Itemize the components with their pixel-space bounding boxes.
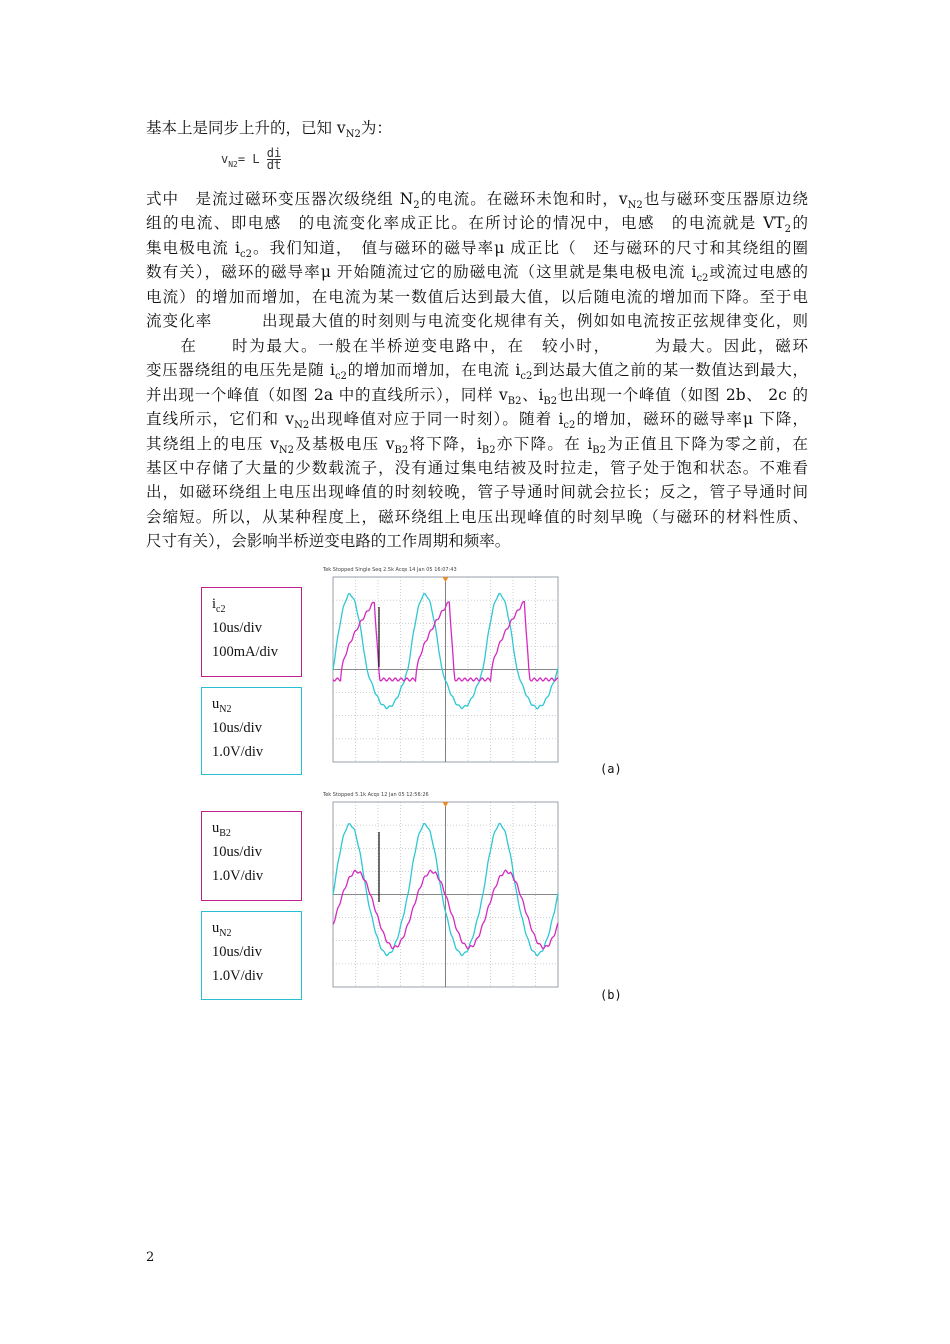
- body-line: 出，如磁环绕组上电压出现峰值的时刻较晚，管子导通时间就会拉长；反之，管子导通时间: [146, 483, 808, 502]
- body-line: 变压器绕组的电压先是随 $i_{c2}$的增加而增加，在电流 $i_{c2}$到达最大值之前的某一数值达到最大，: [146, 361, 808, 383]
- scope-header-a: Tek Stopped Single Seq 2.5k Acqs 14 Jan 05 16:07:43: [323, 567, 457, 573]
- scope-plot-b: [323, 792, 568, 992]
- label-box-ub2: $u_{B2}$ 10us/div 1.0V/div: [201, 811, 302, 901]
- body-line: 并出现一个峰值（如图 2a 中的直线所示），同样 $v_{B2}$、$i_{B2}$也出现一个峰值（如图 2b、 2c 的: [146, 385, 808, 407]
- body-line: 数有关），磁环的磁导率μ 开始随流过它的励磁电流（这里就是集电极电流 $i_{c2}$或流过电感的: [146, 263, 808, 285]
- body-line: 式中 是流过磁环变压器次级绕组 $N_2$的电流。在磁环未饱和时，$v_{N2}$也与磁环变压器原边绕: [146, 190, 808, 211]
- body-line: 在 时为最大。一般在半桥逆变电路中，在 较小时， 为最大。因此，磁环: [146, 336, 808, 355]
- label-box-ic2: $i_{c2}$ 10us/div 100mA/div: [201, 587, 302, 677]
- body-line: 基区中存储了大量的少数载流子，没有通过集电结被及时拉走，管子处于饱和状态。不难看: [146, 458, 808, 477]
- oscilloscope-a: [323, 567, 568, 767]
- body-line: 其绕组上的电压 $v_{N2}$及基极电压 $v_{B2}$将下降，$i_{B2}$亦下降。在 $i_{B2}$为正值且下降为零之前，在: [146, 434, 808, 456]
- body-line: 电流）的增加而增加，在电流为某一数值后达到最大值，以后随电流的增加而下降。至于电: [146, 287, 808, 306]
- caption-a: (a): [600, 762, 622, 776]
- body-line: 会缩短。所以，从某种程度上，磁环绕组上电压出现峰值的时刻早晚（与磁环的材料性质、: [146, 507, 808, 526]
- body-line: 流变化率 出现最大值的时刻则与电流变化规律有关，例如如电流按正弦规律变化，则: [146, 312, 808, 331]
- fraction: $\frac{di}{dt}$: [266, 146, 282, 172]
- intro-line: 基本上是同步上升的，已知 $v_{N2}$为：: [146, 119, 392, 140]
- body-line: 集电极电流 $i_{c2}$。我们知道， 值与磁环的磁导率μ 成正比（ 还与磁环的尺寸和其绕组的圈: [146, 238, 808, 260]
- oscilloscope-b: [323, 792, 568, 992]
- scope-plot-a: [323, 567, 568, 767]
- body-line: 组的电流、即电感 的电流变化率成正比。在所讨论的情况中，电感 的电流就是 $VT_2$的: [146, 214, 808, 236]
- scope-header-b: Tek Stopped 5.1k Acqs 12 Jan 05 12:56:26: [323, 792, 429, 798]
- body-line: 直线所示，它们和 $v_{N2}$出现峰值对应于同一时刻）。随着 $i_{c2}$的增加，磁环的磁导率μ 下降，: [146, 410, 808, 432]
- caption-b: (b): [600, 988, 622, 1002]
- formula: $v_{N2}= L$ $\frac{di}{dt}$: [221, 146, 282, 172]
- label-box-un2-a: $u_{N2}$ 10us/div 1.0V/div: [201, 687, 302, 775]
- page-number: 2: [146, 1250, 155, 1265]
- body-line: 尺寸有关），会影响半桥逆变电路的工作周期和频率。: [146, 532, 511, 551]
- label-box-un2-b: $u_{N2}$ 10us/div 1.0V/div: [201, 911, 302, 1000]
